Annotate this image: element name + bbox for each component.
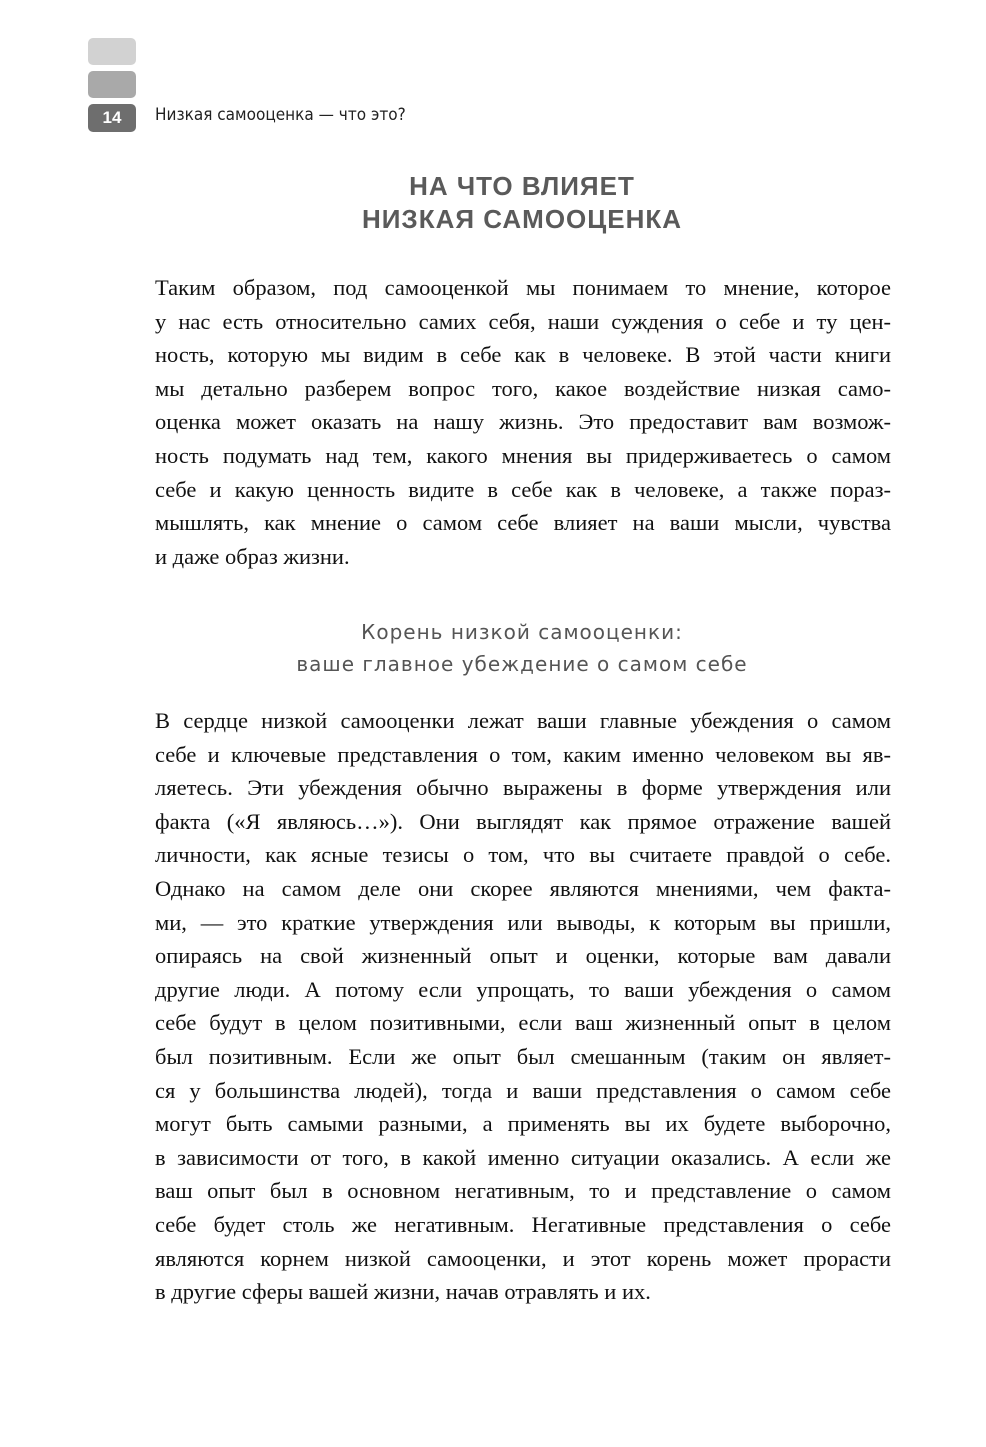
text-line: Однако на самом деле они скорее являются мнениями, чем факта-	[155, 875, 891, 901]
text-line: в зависимости от того, в какой именно ситуации оказались. А если же	[155, 1144, 891, 1170]
text-line: другие люди. А потому если упрощать, то ваши убеждения о самом	[155, 976, 891, 1002]
text-line: ляетесь. Эти убеждения обычно выражены в форме утверждения или	[155, 775, 891, 801]
text-line: личности, как ясные тезисы о том, что вы считаете правдой о себе.	[155, 842, 891, 868]
text-line: себе будут в целом позитивными, если ваш жизненный опыт в целом	[155, 1010, 891, 1036]
section-heading	[0, 170, 986, 236]
paragraph-1	[155, 271, 891, 573]
text-line: Таким образом, под самооценкой мы понимаем то мнение, которое	[155, 275, 891, 300]
paragraph-2	[155, 704, 891, 1309]
text-line: себе будет столь же негативным. Негативные представления о себе	[155, 1211, 891, 1237]
text-line: себе и какую ценность видите в себе как в человеке, а также пораз-	[155, 476, 891, 502]
text-line: ность, которую мы видим в себе как в человеке. В этой части книги	[155, 342, 891, 368]
subheading-line: Корень низкой самооценки:	[361, 620, 683, 644]
text-line: ваш опыт был в основном негативным, то и представление о самом	[155, 1178, 891, 1204]
text-line: в другие сферы вашей жизни, начав отравлять и их.	[155, 1279, 651, 1305]
text-line: факта («Я являюсь…»). Они выглядят как прямое отражение вашей	[155, 808, 891, 834]
subheading-line: ваше главное убеждение о самом себе	[296, 652, 748, 676]
text-line: у нас есть относительно самих себя, наши суждения о себе и ту цен-	[155, 308, 891, 334]
text-line: могут быть самыми разными, а применять вы их будете выборочно,	[155, 1111, 891, 1137]
text-line: В сердце низкой самооценки лежат ваши главные убеждения о самом	[155, 708, 891, 733]
heading-line: НИЗКАЯ САМООЦЕНКА	[361, 204, 683, 234]
chapter-tab-medium	[88, 71, 136, 98]
text-line: мышлять, как мнение о самом себе влияет на ваши мысли, чувства	[155, 510, 891, 536]
text-line: был позитивным. Если же опыт был смешанным (таким он являет-	[155, 1043, 891, 1069]
running-header: Низкая самооценка — что это?	[155, 105, 406, 125]
subheading	[0, 616, 986, 680]
chapter-tab-light	[88, 38, 136, 65]
text-line: ся у большинства людей), тогда и ваши представления о самом себе	[155, 1077, 891, 1103]
text-line: являются корнем низкой самооценки, и этот корень может прорасти	[155, 1245, 891, 1271]
text-line: оценка может оказать на нашу жизнь. Это предоставит вам возмож-	[155, 409, 891, 435]
text-line: себе и ключевые представления о том, каким именно человеком вы яв-	[155, 741, 891, 767]
heading-line: НА ЧТО ВЛИЯЕТ	[409, 171, 635, 201]
text-line: ми, — это краткие утверждения или выводы, к которым вы пришли,	[155, 909, 891, 935]
text-line: и даже образ жизни.	[155, 543, 350, 569]
text-line: ность подумать над тем, какого мнения вы придерживаетесь о самом	[155, 442, 891, 468]
page-number: 14	[88, 104, 136, 132]
text-line: мы детально разберем вопрос того, какое воздействие низкая само-	[155, 375, 891, 401]
text-line: опираясь на свой жизненный опыт и оценки, которые вам давали	[155, 943, 891, 969]
